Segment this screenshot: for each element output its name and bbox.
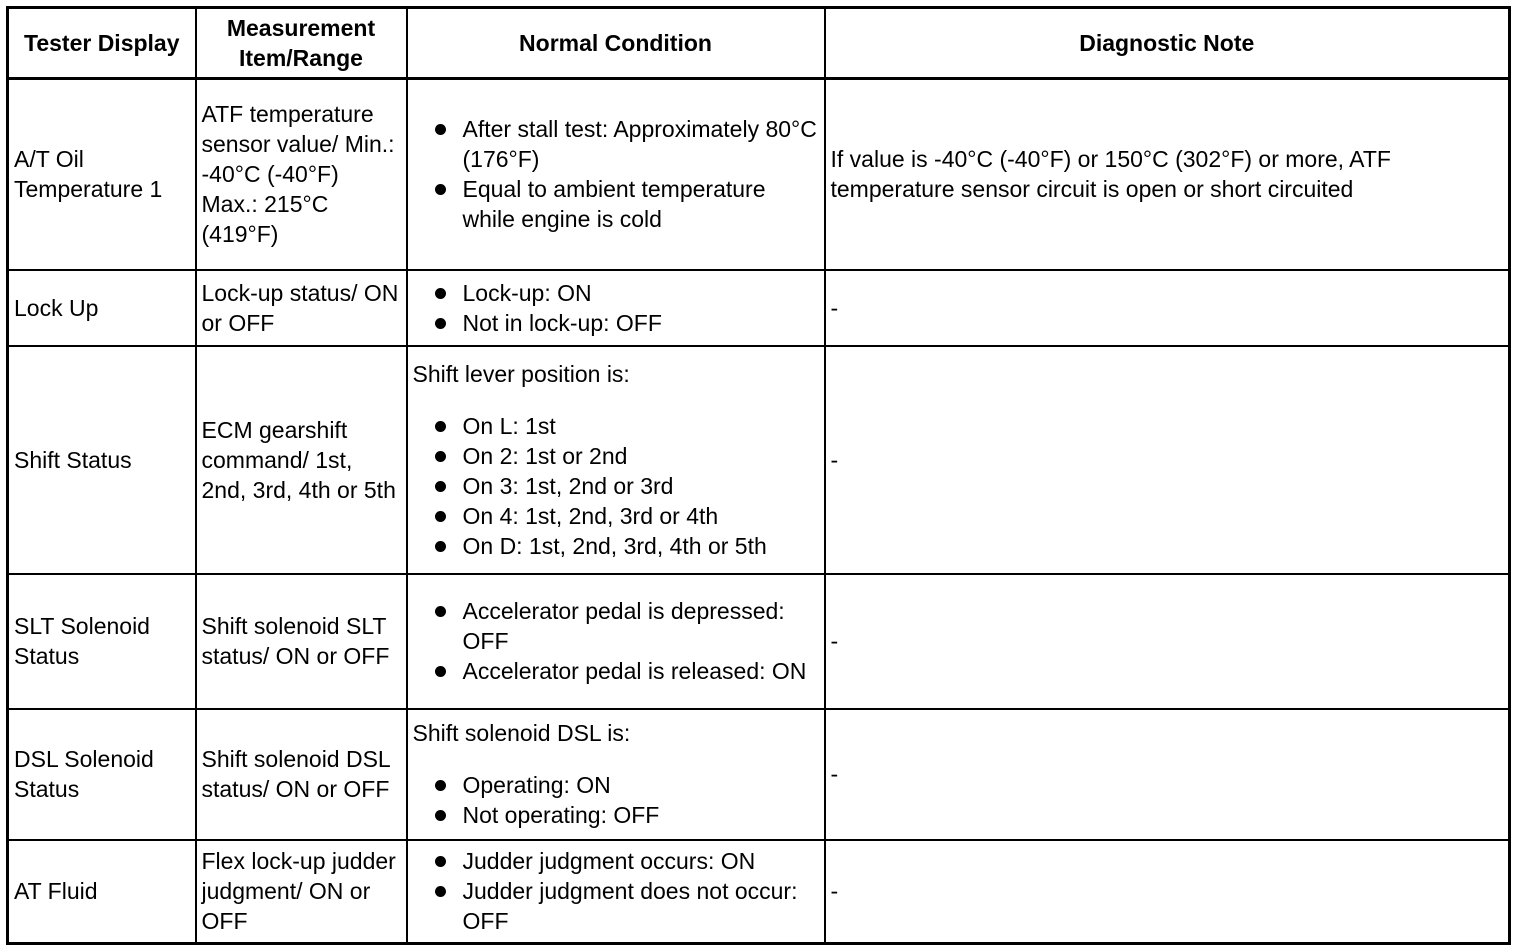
list-item: Judder judgment does not occur: OFF [413,876,819,936]
header-tester-display: Tester Display [8,8,196,79]
diagnostic-note-cell: - [825,574,1510,709]
diagnostic-note-cell: If value is -40°C (-40°F) or 150°C (302°F) or more, ATF temperature sensor circuit is open or short circuited [825,79,1510,270]
normal-condition-cell [407,346,825,574]
list-item: On L: 1st [413,411,819,441]
list-item: Not in lock-up: OFF [413,308,819,338]
diagnostic-note-cell: - [825,346,1510,574]
table-row [8,574,1510,709]
table-header-row [8,8,1510,79]
normal-condition-list [413,596,819,686]
normal-condition-cell [407,840,825,944]
diagnostic-note-cell: - [825,270,1510,346]
list-item: Judder judgment occurs: ON [413,846,819,876]
header-diagnostic-note: Diagnostic Note [825,8,1510,79]
tester-display-cell: SLT Solenoid Status [8,574,196,709]
table-row [8,270,1510,346]
normal-condition-cell [407,574,825,709]
normal-condition-list [413,411,819,561]
list-item: Operating: ON [413,770,819,800]
normal-condition-intro: Shift solenoid DSL is: [412,720,631,746]
data-list-table [6,6,1511,945]
header-measurement: Measurement Item/Range [196,8,407,79]
measurement-cell: Shift solenoid DSL status/ ON or OFF [196,709,407,840]
normal-condition-list [413,278,819,338]
normal-condition-list [413,770,819,830]
list-item: Accelerator pedal is depressed: OFF [413,596,819,656]
list-item: After stall test: Approximately 80°C (176°F) [413,114,819,174]
normal-condition-intro: Shift lever position is: [412,360,630,387]
measurement-cell: ECM gearshift command/ 1st, 2nd, 3rd, 4th or 5th [196,346,407,574]
tester-display-cell: AT Fluid [8,840,196,944]
list-item: On 4: 1st, 2nd, 3rd or 4th [413,501,819,531]
list-item: On D: 1st, 2nd, 3rd, 4th or 5th [413,531,819,561]
tester-display-cell: Lock Up [8,270,196,346]
table-row [8,840,1510,944]
diagnostic-note-cell: - [825,840,1510,944]
tester-display-cell: DSL Solenoid Status [8,709,196,840]
list-item: On 2: 1st or 2nd [413,441,819,471]
normal-condition-list [413,114,819,234]
normal-condition-cell [407,709,825,840]
list-item: Accelerator pedal is released: ON [413,656,819,686]
table-row [8,346,1510,574]
list-item: On 3: 1st, 2nd or 3rd [413,471,819,501]
list-item: Equal to ambient temperature while engine is cold [413,174,819,234]
table-row [8,79,1510,270]
measurement-cell: Flex lock-up judder judgment/ ON or OFF [196,840,407,944]
normal-condition-cell [407,270,825,346]
tester-display-cell: A/T Oil Temperature 1 [8,79,196,270]
table-row [8,709,1510,840]
list-item: Not operating: OFF [413,800,819,830]
measurement-cell: ATF temperature sensor value/ Min.: -40°C (-40°F) Max.: 215°C (419°F) [196,79,407,270]
tester-display-cell: Shift Status [8,346,196,574]
normal-condition-list [413,846,819,936]
diagnostic-note-cell: - [825,709,1510,840]
list-item: Lock-up: ON [413,278,819,308]
header-normal-condition: Normal Condition [407,8,825,79]
normal-condition-cell [407,79,825,270]
measurement-cell: Lock-up status/ ON or OFF [196,270,407,346]
measurement-cell: Shift solenoid SLT status/ ON or OFF [196,574,407,709]
